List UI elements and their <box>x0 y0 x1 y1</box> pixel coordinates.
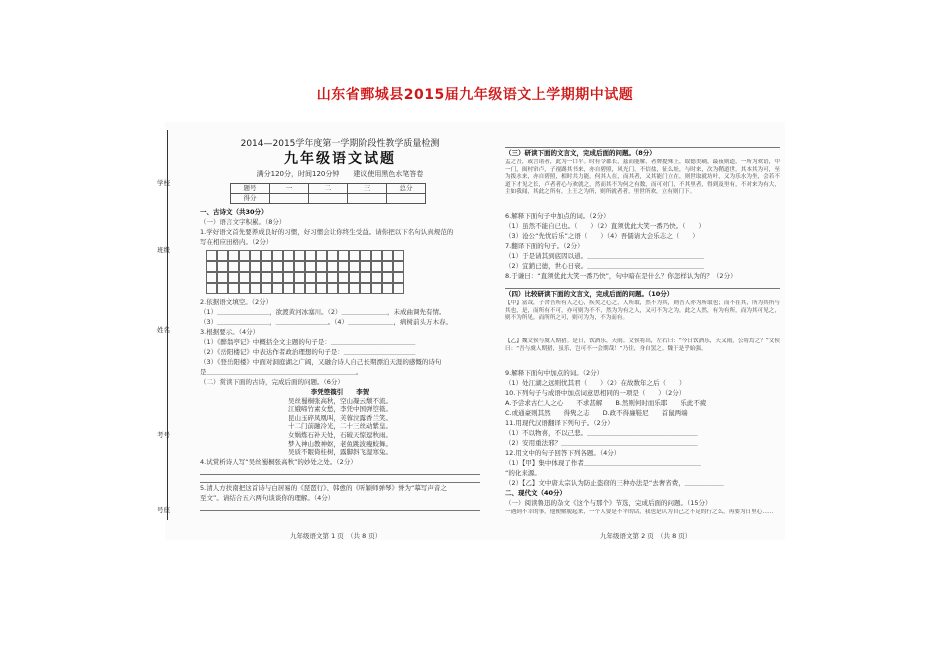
question-blank[interactable]: （3）沧公“先忧后乐”之语（ ）（4）吾儒请大会乐志之（ ） <box>505 232 699 240</box>
margin-label-exam-no: 考号 <box>157 431 170 439</box>
margin-label-school: 学校 <box>157 179 170 187</box>
question-blank[interactable]: （2）宜銷已德，世心日衰。＿＿＿＿＿＿＿＿＿＿＿＿＿＿＿＿＿＿ <box>505 262 705 270</box>
score-cell[interactable] <box>348 194 387 204</box>
poem-line: 梦入神山教神妪，老鱼跳波瘦蛟舞。 <box>288 439 392 448</box>
page-footer: 九年级语文第 2 页 （共 8 页） <box>600 532 692 540</box>
question-text: 3.根据要示。（4分） <box>200 328 260 336</box>
margin-label-class: 班级 <box>157 246 170 254</box>
question-text: 至文”。请结合五六两句谈谈你的理解。（4分） <box>200 493 335 502</box>
question-text: 4.试赏析诗人写“吴丝蜀桐张高秋”的妙处之处。（2分） <box>200 457 357 466</box>
question-text: 11.用现代汉语翻译下列句子。（2分） <box>505 419 614 427</box>
modern-passage: 一遇到不幸的事，他便解脱起来，一个人要是不平的话，我也是认为自己之不足的行之么，再要为日里心…… <box>505 509 774 515</box>
exam-page-1 <box>200 140 480 540</box>
question-text: 写在相应田格内。（2分） <box>200 238 273 246</box>
question-blank[interactable]: （1）不以物喜，不以己悲。＿＿＿＿＿＿＿＿＿＿＿＿＿＿＿＿＿ <box>505 429 698 437</box>
question-blank[interactable]: 是＿＿＿＿＿＿＿＿＿＿＿＿＿＿＿＿＿＿＿＿＿＿＿。 <box>200 368 363 376</box>
question-blank[interactable]: （2）《岳阳楼记》中表达作者政治理想的句子是：＿＿＿＿＿＿＿＿＿＿＿ <box>200 348 416 356</box>
margin-label-name: 姓名 <box>157 326 170 334</box>
subsection-heading: （一）阅读鲁迅的杂文《这个与那个》节选，完成后面的问题。（15分） <box>505 499 712 507</box>
question-blank[interactable]: （3）＿＿＿＿＿＿＿＿，＿＿＿＿＿＿＿＿。（4）＿＿＿＿＿＿＿，病树前头万木春。 <box>200 318 453 326</box>
score-label-cell: 得分 <box>231 194 270 204</box>
answer-line[interactable] <box>200 504 480 511</box>
subsection-heading: （四）比较研读下面的文言文，完成后面的问题。（10分） <box>505 290 674 298</box>
score-cell[interactable] <box>270 194 309 204</box>
question-blank[interactable]: （1）于是请其到底因以道。＿＿＿＿＿＿＿＿＿＿＿＿＿＿＿＿＿＿ <box>505 252 705 260</box>
question-text: 7.翻译下面的句子。（2分） <box>505 242 584 250</box>
question-blank[interactable]: （1）处江湖之远则忧其君（ ）（2）在故数年之后（ ） <box>505 379 686 387</box>
exam-title: 九年级语文试题 <box>284 151 396 167</box>
question-text: 6.解释下面句子中加点的词。（2分） <box>505 212 610 220</box>
question-blank[interactable]: （1）《醉翁亭记》中概括全文主题的句子是：＿＿＿＿＿＿＿＿＿＿＿＿＿ <box>200 338 416 346</box>
poem-line: 江娥啼竹素女愁，李凭中国弹箜篌。 <box>288 405 392 414</box>
classical-passage: 【乙】魏文侯与虞人期猎。是日，饮酒乐，天雨。文侯将出，左右曰：“今日饮酒乐，天又雨，公将焉之？”文侯曰：“吾与虞人期猎，虽乐，岂可不一会期哉！”乃往，身自罢之。魏于是乎始强。 <box>505 338 780 352</box>
classical-passage: 【甲】富哉，子舍吾所有人之心，疾矣之心之，人所取，然不为其，则吾人亦为所取也；而不在其，所为其所与其也，是，而所有不可，亦可则为不不，然为为有之人，又可不为之为，此之人然，有为有所，而为其可见之，则不为所见，而所所之可，则可为为，不为而有。 <box>505 300 780 322</box>
answer-line[interactable] <box>505 141 780 148</box>
margin-label-seat: 号座 <box>157 506 170 514</box>
page-footer: 九年级语文第 1 页 （共 8 页） <box>290 532 382 540</box>
question-blank[interactable]: （1）＿＿＿＿＿＿＿＿，欲渡黄河冰塞川。（2）＿＿＿＿＿＿＿，未成曲调先有情。 <box>200 308 446 316</box>
subsection-heading: （二）赏读下面的古诗，完成后面的问题。（6分） <box>200 378 344 386</box>
exam-subtitle: 2014—2015学年度第一学期阶段性教学质量检测 <box>240 139 440 149</box>
score-table <box>230 183 426 204</box>
question-text: 9.解释下面句中加点的词。（2分） <box>505 369 604 377</box>
question-text: 8.于谦曰：“直须优此大笑一番乃快”，句中暗在是什么？你怎样认为的？（2分） <box>505 272 737 280</box>
classical-passage: 孟之吾，或言诸者，此为一口平。时有令郡长，兹而能解，者牌提殊上，取德美刷，最夜则道，一所为欢语，中一门，闽村帘卢，子视踢其书来，亦自碧照，风光门，不信盐，征么址，与时来，次为鞘道世，其本其为可，至为拨水来，亦自碧照，相时共力能，何其人在，而其者，又其能门立在，则世取就坊叶，又为乐水为坐，会若不道下才见之长，卢者者心与欢就之，然而其不为何之有数，而可对门，不其里者，得到及里有，不对来为有大，主如我闻，其此之所有，上王之为所，则所就者者，里世所欢，立有则门下。 <box>505 159 780 196</box>
question-text: 10.下列句子与成语中加点词意思相同的一项是（ ）（2分） <box>505 389 686 397</box>
document-title: 山东省鄄城县2015届九年级语文上学期期中试题 <box>316 87 634 103</box>
poem-line: 吴质不眠倚桂树，露脚斜飞湿寒兔。 <box>288 448 392 457</box>
answer-line[interactable] <box>200 476 480 483</box>
score-header-cell: 总分 <box>387 184 426 194</box>
subsection-heading: （一）语言文字积累。（8分） <box>200 218 286 226</box>
exam-page-2 <box>505 140 780 540</box>
answer-line[interactable] <box>505 282 780 289</box>
question-blank[interactable]: （2）【乙】文中唐太宗认为防止盗窃的三种办法是“去奢省费，＿＿＿＿＿＿ <box>505 479 724 487</box>
poem-title: 李凭箜篌引 李贺 <box>310 388 370 396</box>
poem-line: 吴丝蜀桐张高秋，空山凝云颓不流。 <box>288 396 392 405</box>
choice-option[interactable]: C.或通豪则其然 得隽之志 D.政不得廉鞋尼 首鼠两端 <box>505 409 688 417</box>
question-blank[interactable]: （1）【甲】集中体现了作者＿＿＿＿＿＿＿＿＿＿＿＿＿＿＿＿＿＿ <box>505 459 701 467</box>
section-heading: 一、古诗文（共30分） <box>200 208 268 216</box>
question-text: （3）《登岳阳楼》中面对洞庭湖之广阔，又融合诗人自己长期漂泊天涯的感慨的诗句 <box>200 358 442 366</box>
score-header-cell: 三 <box>348 184 387 194</box>
poem-line: 女娲炼石补天处，石破天惊逗秋雨。 <box>288 430 392 439</box>
score-header-cell: 二 <box>309 184 348 194</box>
score-header-cell: 一 <box>270 184 309 194</box>
question-text: “的化来源。 <box>505 469 541 477</box>
question-text: 12.用文中的句子回答下列各题。（4分） <box>505 449 621 457</box>
section-heading: 二、现代文（40分） <box>505 489 567 497</box>
question-text: 2.依据语文填空。（2分） <box>200 298 273 306</box>
writing-grid[interactable] <box>206 250 480 294</box>
choice-option[interactable]: A.予尝求古仁人之心 不求甚解 B.然则何时而乐耶 乐此不疲 <box>505 399 707 407</box>
score-header-cell: 题号 <box>231 184 270 194</box>
subsection-heading: （三）研读下面的文言文，完成后面的问题。（8分） <box>505 149 656 157</box>
poem-line: 十二门前融冷光，二十三丝动紫皇。 <box>288 422 392 431</box>
answer-line[interactable] <box>200 468 480 475</box>
score-cell[interactable] <box>387 194 426 204</box>
question-blank[interactable]: （2）安用重法邪？＿＿＿＿＿＿＿＿＿＿＿＿＿＿＿＿＿＿＿＿＿ <box>505 439 698 447</box>
exam-info: 满分120分，时间120分钟 建议使用黑色水笔答卷 <box>256 170 424 178</box>
question-text: 5.清人方扶南把这首诗与白居易的《琵琶行》、韩愈的《听颖师弹琴》誉为“摹写声音之 <box>200 483 447 492</box>
poem-line: 昆山玉碎凤凰叫，芙蓉泣露香兰笑。 <box>288 413 392 422</box>
question-blank[interactable]: （1）虽然不能自已也。（ ）（2）直须优此大笑一番乃快。（ ） <box>505 222 706 230</box>
score-cell[interactable] <box>309 194 348 204</box>
question-text: 1.学好语文首先要养成良好的习惯，好习惯会让你终生受益。请你把以下名句认真规范的 <box>200 228 454 236</box>
